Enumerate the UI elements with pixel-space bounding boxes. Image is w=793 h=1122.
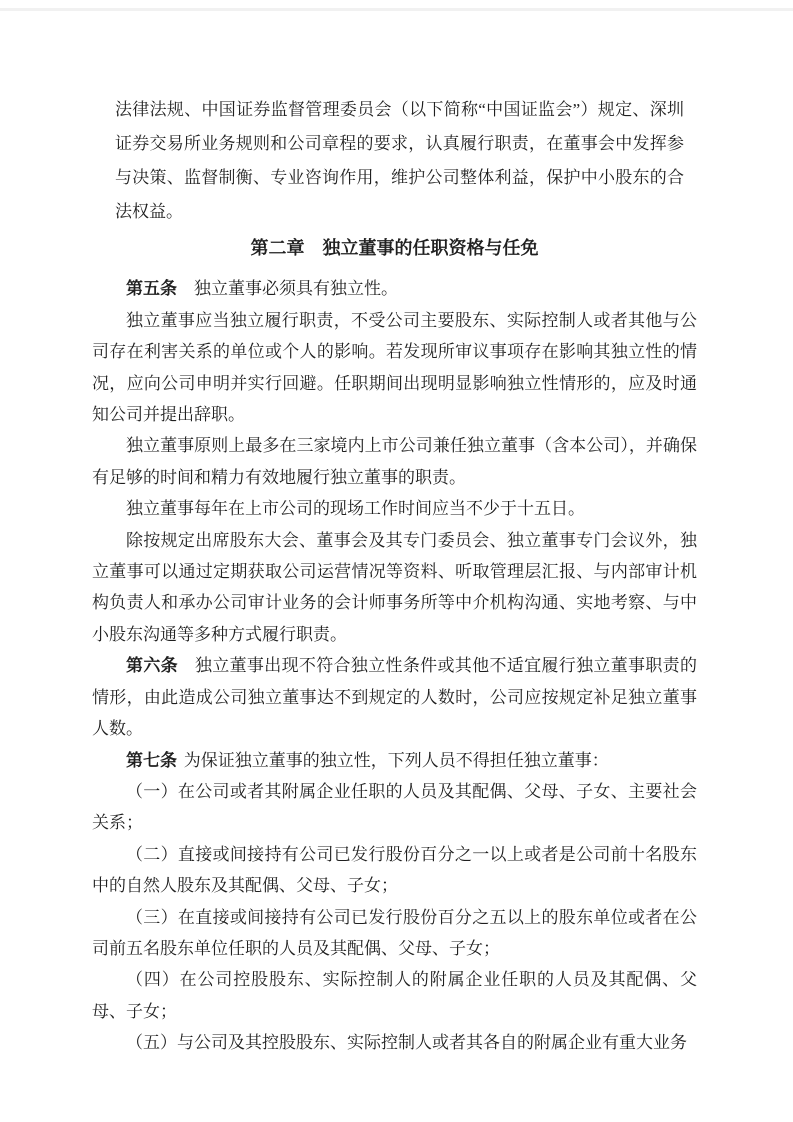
list-item-5: （五）与公司及其控股股东、实际控制人或者其各自的附属企业有重大业务 (126, 1033, 687, 1053)
article-6-text: 独立董事出现不符合独立性条件或其他不适宜履行独立董事职责的情形，由此造成公司独立董事达不到规定的人数时，公司应按规定补足独立董事人数。 (92, 656, 697, 739)
list-item-1: （一）在公司或者其附属企业任职的人员及其配偶、父母、子女、主要社会关系； (92, 781, 697, 833)
paragraph-fifteen-days: 独立董事每年在上市公司的现场工作时间应当不少于十五日。 (126, 499, 585, 519)
chapter-heading: 第二章 独立董事的任职资格与任免 (250, 238, 539, 258)
article-7-text: 为保证独立董事的独立性，下列人员不得担任独立董事： (183, 750, 609, 770)
article-7 (92, 745, 697, 776)
article-5-number: 第五条 (126, 279, 177, 299)
paragraph-continuation: 法律法规、中国证券监督管理委员会（以下简称“中国证监会”）规定、深圳证券交易所业务规则和公司章程的要求，认真履行职责，在董事会中发挥参与决策、监督制衡、专业咨询作用，维护公司整体利益，保护中小股东的合法权益。 (115, 100, 684, 221)
paragraph-independence: 独立董事应当独立履行职责，不受公司主要股东、实际控制人或者其他与公司存在利害关系的单位或个人的影响。若发现所审议事项存在影响其独立性的情况，应向公司申明并实行回避。任职期间出现明显影响独立性情形的，应及时通知公司并提出辞职。 (92, 310, 697, 425)
list-item-4: （四）在公司控股股东、实际控制人的附属企业任职的人员及其配偶、父母、子女； (92, 970, 697, 1021)
paragraph-three-companies: 独立董事原则上最多在三家境内上市公司兼任独立董事（含本公司），并确保有足够的时间和精力有效地履行独立董事的职责。 (92, 436, 697, 487)
article-5-text: 独立董事必须具有独立性。 (194, 279, 398, 299)
article-6 (92, 650, 697, 744)
article-5 (92, 273, 697, 304)
list-item-2: （二）直接或间接持有公司已发行股份百分之一以上或者是公司前十名股东中的自然人股东及其配偶、父母、子女； (92, 844, 697, 896)
paragraph-duty-methods: 除按规定出席股东大会、董事会及其专门委员会、独立董事专门会议外，独立董事可以通过定期获取公司运营情况等资料、听取管理层汇报、与内部审计机构负责人和承办公司审计业务的会计师事务所等中介机构沟通、实地考察、与中小股东沟通等多种方式履行职责。 (92, 530, 697, 644)
article-7-number: 第七条 (126, 750, 177, 770)
list-item-3: （三）在直接或间接持有公司已发行股份百分之五以上的股东单位或者在公司前五名股东单位任职的人员及其配偶、父母、子女； (92, 907, 697, 958)
document-content (92, 0, 697, 1059)
article-6-number: 第六条 (126, 656, 178, 676)
